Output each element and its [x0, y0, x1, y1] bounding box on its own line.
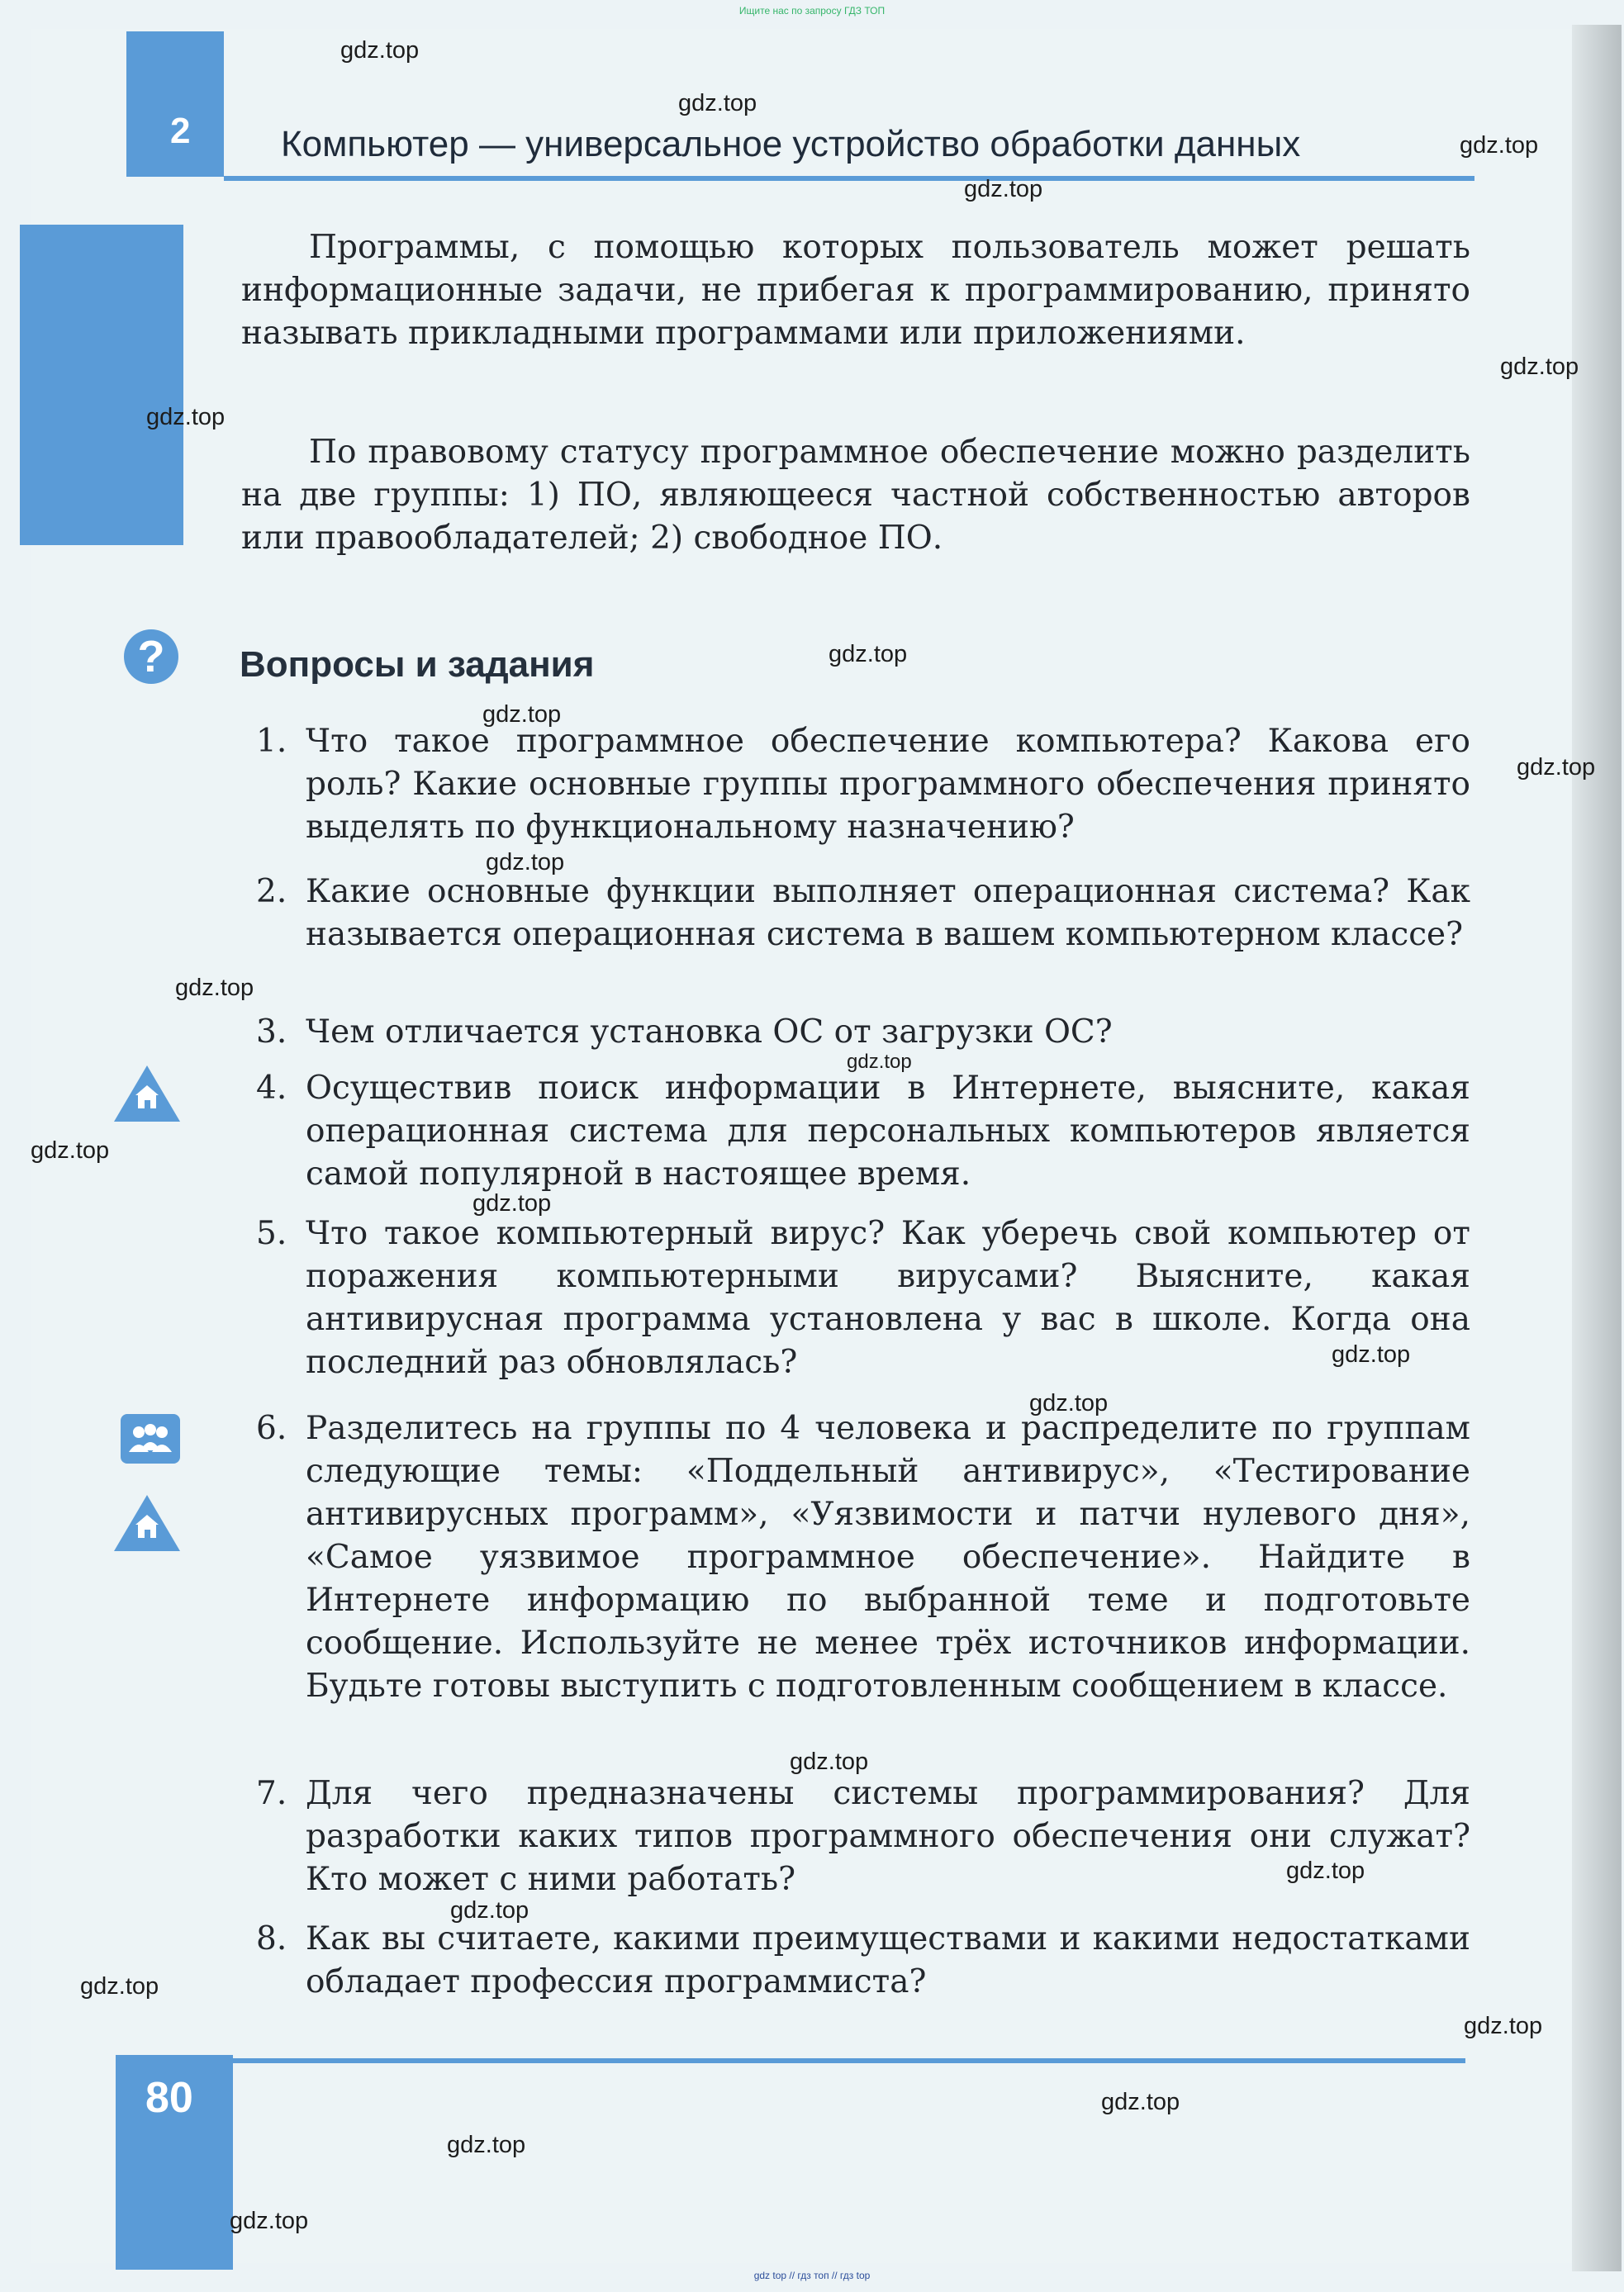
watermark: gdz.top: [1500, 354, 1579, 380]
watermark: gdz.top: [482, 701, 562, 728]
home-task-icon: [112, 1493, 182, 1553]
watermark: gdz.top: [847, 1051, 912, 1073]
header-rule: [224, 176, 1474, 181]
question-item: [256, 1407, 1470, 1708]
watermark: gdz.top: [1464, 2013, 1543, 2039]
question-item: [256, 1212, 1470, 1384]
question-number: 3.: [256, 1013, 287, 1051]
watermark: gdz.top: [175, 975, 254, 1001]
watermark: gdz.top: [964, 176, 1043, 202]
question-number: 5.: [256, 1215, 287, 1252]
group-work-icon: [121, 1414, 180, 1464]
question-item: [256, 871, 1470, 956]
question-text: Какие основные функции выполняет операционная система? Как называется операционная система в вашем компьютерном классе?: [306, 873, 1470, 953]
watermark: gdz.top: [146, 404, 226, 430]
top-hint: Ищите нас по запросу ГДЗ ТОП: [738, 5, 886, 17]
watermark: gdz.top: [447, 2132, 526, 2158]
watermark: gdz.top: [1029, 1390, 1109, 1416]
paragraph-legal-status: По правовому статусу программное обеспечение можно разделить на две группы: 1) ПО, являющееся частной собственностью авторов или правообладателей; 2) свободное ПО.: [241, 434, 1470, 557]
watermark: gdz.top: [1332, 1341, 1411, 1368]
watermark: gdz.top: [1517, 754, 1596, 781]
question-text: Чем отличается установка ОС от загрузки ОС?: [306, 1013, 1113, 1051]
chapter-title: Компьютер — универсальное устройство обработки данных: [281, 124, 1301, 164]
question-number: 8.: [256, 1920, 287, 1957]
question-text: Что такое компьютерный вирус? Как уберечь свой компьютер от поражения компьютерными вирусами? Выясните, какая антивирусная программа установлена у вас в школе. Когда она последний раз обновлялась?: [306, 1215, 1470, 1381]
page-edge-shadow: [1572, 25, 1622, 2271]
watermark: gdz.top: [486, 849, 565, 876]
footer-rule: [233, 2058, 1465, 2063]
watermark: gdz.top: [31, 1137, 110, 1164]
question-number: 7.: [256, 1775, 287, 1812]
section-title: Вопросы и задания: [240, 644, 595, 685]
watermark: gdz.top: [472, 1190, 552, 1217]
watermark: gdz.top: [340, 37, 420, 64]
watermark: gdz.top: [1286, 1858, 1365, 1884]
watermark: gdz.top: [1101, 2089, 1180, 2115]
question-number: 1.: [256, 723, 287, 760]
home-task-icon: [112, 1064, 182, 1123]
question-text: Осуществив поиск информации в Интернете, выясните, какая операционная система для персональных компьютеров является самой популярной в настоящее время.: [306, 1070, 1470, 1193]
question-text: Для чего предназначены системы программирования? Для разработки каких типов программного обеспечения они служат? Кто может с ними работать?: [306, 1775, 1470, 1898]
watermark: gdz.top: [829, 641, 908, 667]
question-text: Что такое программное обеспечение компьютера? Какова его роль? Какие основные группы программного обеспечения принято выделять по функциональному назначению?: [306, 723, 1470, 846]
watermark: gdz.top: [450, 1897, 529, 1924]
question-item: [256, 1918, 1470, 2004]
watermark: gdz.top: [790, 1749, 869, 1775]
margin-bar: [20, 225, 183, 545]
watermark: gdz.top: [678, 90, 757, 116]
question-text: Разделитесь на группы по 4 человека и распределите по группам следующие темы: «Поддельный антивирус», «Тестирование антивирусных программ», «Уязвимости и патчи нулевого дня», «Самое уязвимое программное обеспечение». Найдите в Интернете информацию по выбранной теме и подготовьте сообщение. Используйте не менее трёх источников информации. Будьте готовы выступить с подготовленным сообщением в классе.: [306, 1410, 1470, 1705]
question-item: [256, 1067, 1470, 1196]
question-item: [256, 720, 1470, 849]
question-item: [256, 1011, 1470, 1054]
question-number: 6.: [256, 1410, 287, 1447]
paragraph-applications: Программы, с помощью которых пользователь может решать информационные задачи, не прибегая к программированию, принято называть прикладными программами или приложениями.: [241, 229, 1470, 352]
watermark: gdz.top: [80, 1973, 159, 2000]
chapter-number: 2: [170, 111, 191, 151]
watermark: gdz.top: [1460, 132, 1539, 159]
question-number: 2.: [256, 873, 287, 910]
bottom-hint: gdz top // гдз топ // гдз top: [753, 2270, 871, 2281]
question-text: Как вы считаете, какими преимуществами и какими недостатками обладает профессия программиста?: [306, 1920, 1470, 2000]
chapter-tab: [126, 31, 224, 177]
question-number: 4.: [256, 1070, 287, 1107]
question-icon: ?: [124, 629, 178, 684]
watermark: gdz.top: [230, 2208, 309, 2234]
page-number: 80: [145, 2074, 193, 2122]
